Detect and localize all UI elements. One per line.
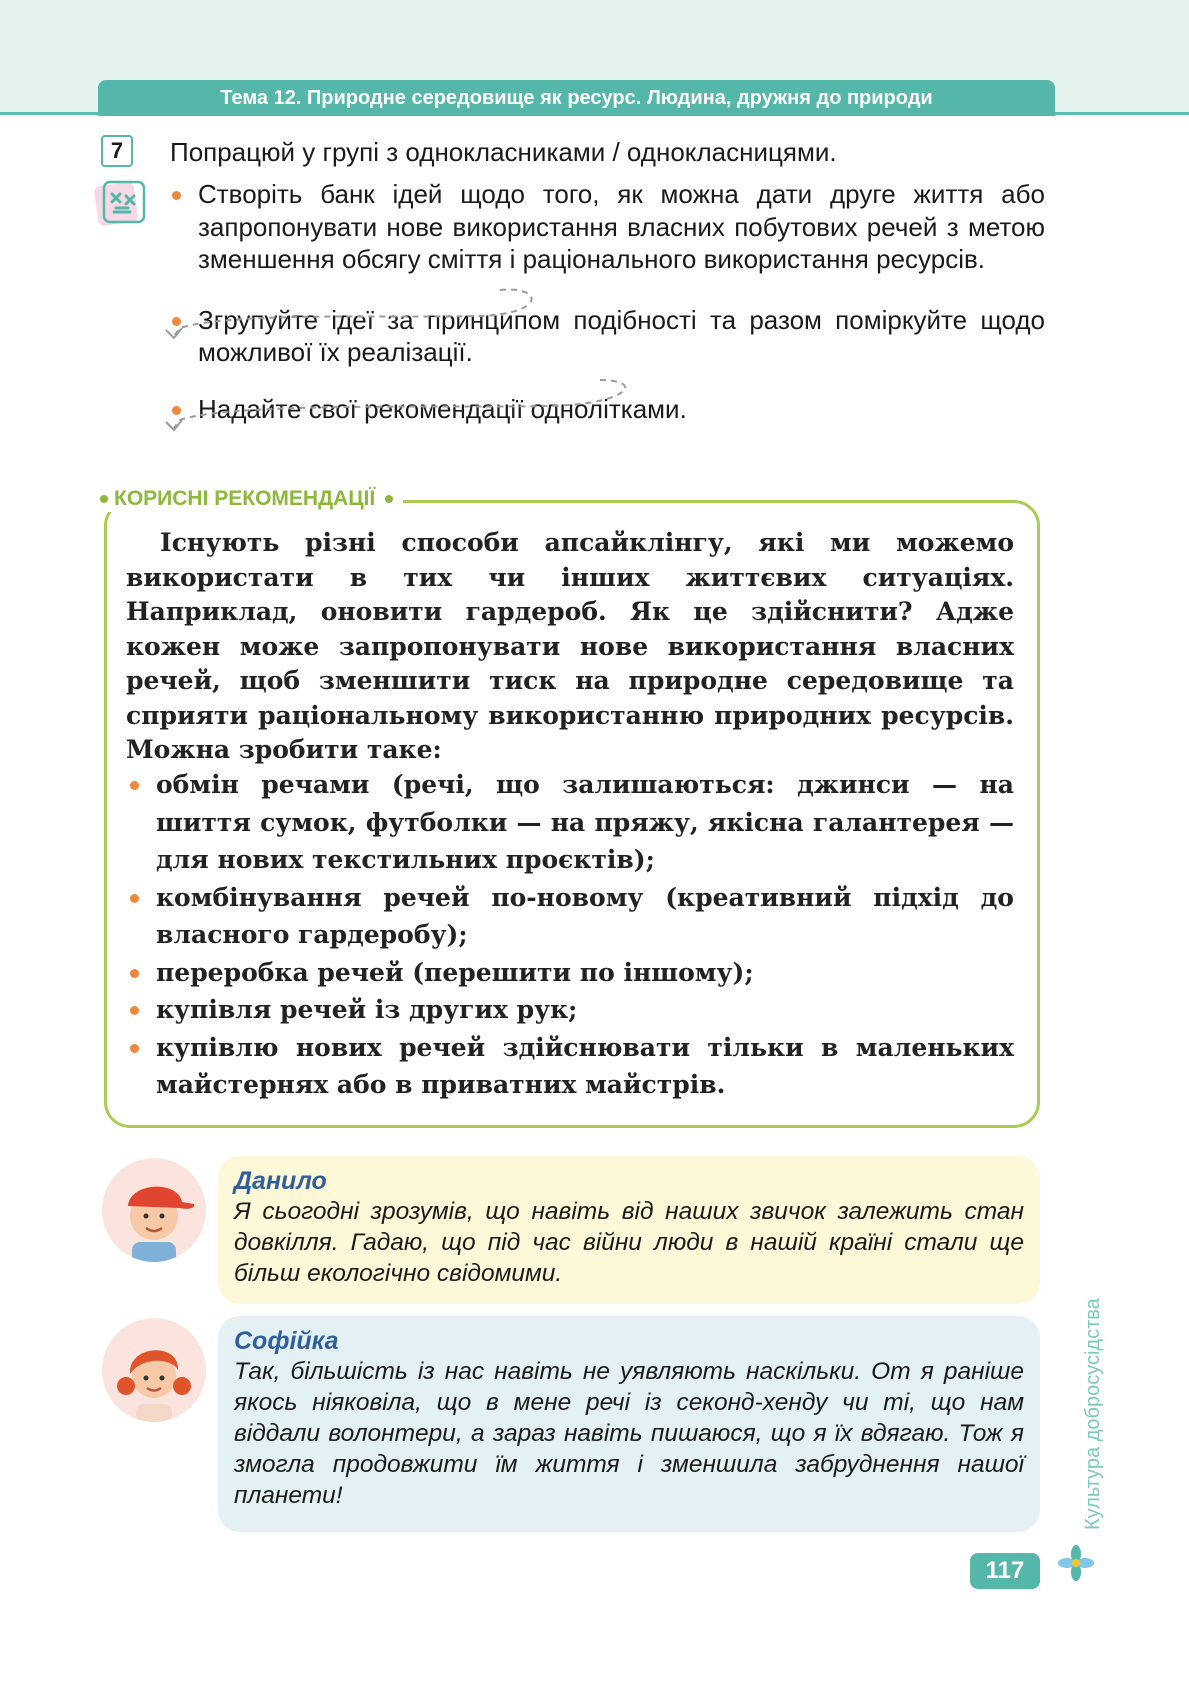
flower-icon	[1058, 1545, 1094, 1581]
boy-face-icon	[102, 1158, 206, 1262]
list-item: купівлю нових речей здійснювати тільки в маленьких майстернях або в приватних майстрів.	[126, 1029, 1014, 1104]
dashed-arrow-icon	[150, 376, 650, 436]
recommendations-title: КОРИСНІ РЕКОМЕНДАЦІЇ	[100, 486, 403, 512]
speaker-name: Софійка	[234, 1327, 339, 1355]
recommendations-list	[126, 766, 1014, 1104]
girl-face-icon	[102, 1318, 206, 1422]
boy-avatar	[102, 1158, 206, 1262]
section-side-label: Культура добросусідства	[1082, 1298, 1104, 1530]
page-number: 117	[970, 1553, 1040, 1589]
speaker-name: Данило	[234, 1167, 327, 1195]
group-work-icon	[92, 178, 152, 234]
list-item: комбінування речей по-новому (креативний підхід до власного гардеробу);	[126, 879, 1014, 954]
girl-avatar	[102, 1318, 206, 1422]
list-item: переробка речей (перешити по іншому);	[126, 954, 1014, 992]
list-item: купівля речей із других рук;	[126, 991, 1014, 1029]
speech-text: Так, більшість із нас навіть не уявляють наскільки. От я раніше якось ніяковіла, що в мене речі із секонд-хенду чи ті, що нам віддали волонтери, а зараз навіть пишаюся, що я їх вдягаю. Тож я змогла продовжити їм життя і зменшила забруднення нашої планети!	[234, 1358, 1024, 1509]
list-item: обмін речами (речі, що залишаються: джинси — на шиття сумок, футболки — на пряжу, якісна галантерея — для нових текстильних проєктів);	[126, 766, 1014, 879]
recommendations-text: Існують різні способи апсайклінгу, які ми можемо використати в тих чи інших життєвих ситуаціях. Наприклад, оновити гардероб. Як це здійснити? Адже кожен може запропонувати нове використання власних речей, щоб зменшити тиск на природне середовище та сприяти раціональному використанню природних ресурсів. Можна зробити таке:	[126, 528, 1014, 764]
dashed-arrow-icon	[150, 284, 650, 344]
task-intro: Попрацюй у групі з однокласниками / однокласницями.	[170, 137, 837, 167]
dialogue-bubble-sofiika	[218, 1316, 1040, 1532]
task-item: Надайте свої рекомендації однолітками.	[170, 393, 1045, 426]
speech-text: Я сьогодні зрозумів, що навіть від наших звичок залежить стан довкілля. Гадаю, що під час війни люди в нашій країні стали ще більш екологічно свідомими.	[234, 1198, 1024, 1287]
task-item: Створіть банк ідей щодо того, як можна дати друге життя або запропонувати нове використання власних побутових речей з метою зменшення обсягу сміття і раціонального використання ресурсів.	[170, 178, 1045, 276]
task-item: Згрупуйте ідеї за принципом подібності та разом поміркуйте щодо можливої їх реалізації.	[170, 304, 1045, 369]
dialogue-bubble-danylo	[218, 1156, 1040, 1304]
topic-title: Тема 12. Природне середовище як ресурс. Людина, дружня до природи	[98, 80, 1055, 116]
task-number: 7	[101, 135, 133, 167]
